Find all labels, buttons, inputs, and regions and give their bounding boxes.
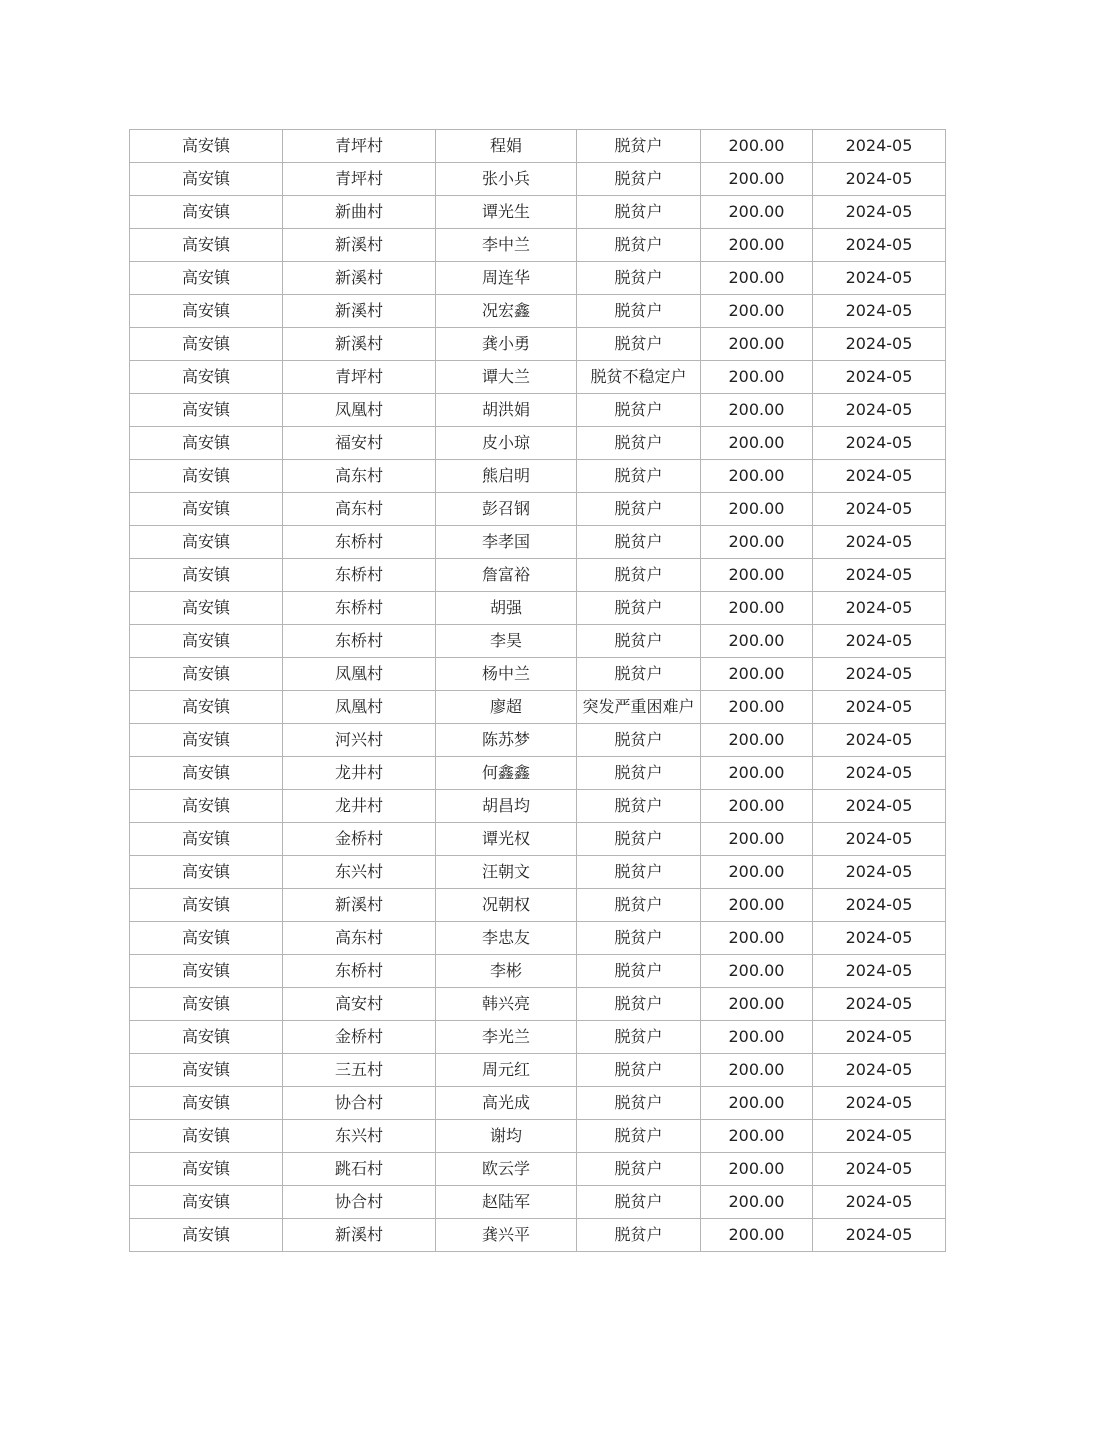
- amount-cell: 200.00: [701, 1021, 813, 1054]
- town-cell: 高安镇: [130, 922, 283, 955]
- amount-cell: 200.00: [701, 526, 813, 559]
- town-cell: 高安镇: [130, 229, 283, 262]
- household-type-cell: 脱贫户: [577, 625, 701, 658]
- month-cell: 2024-05: [813, 1153, 946, 1186]
- month-cell: 2024-05: [813, 493, 946, 526]
- name-cell: 胡洪娟: [436, 394, 577, 427]
- amount-cell: 200.00: [701, 658, 813, 691]
- amount-cell: 200.00: [701, 889, 813, 922]
- name-cell: 谭光生: [436, 196, 577, 229]
- household-type-cell: 脱贫户: [577, 856, 701, 889]
- household-type-cell: 脱贫户: [577, 328, 701, 361]
- name-cell: 周连华: [436, 262, 577, 295]
- table-row: [130, 361, 946, 394]
- town-cell: 高安镇: [130, 658, 283, 691]
- table-row: [130, 1219, 946, 1252]
- household-type-cell: 脱贫户: [577, 427, 701, 460]
- household-type-cell: 脱贫户: [577, 1120, 701, 1153]
- table-row: [130, 1153, 946, 1186]
- name-cell: 李忠友: [436, 922, 577, 955]
- village-cell: 龙井村: [283, 757, 436, 790]
- household-type-cell: 突发严重困难户: [577, 691, 701, 724]
- amount-cell: 200.00: [701, 394, 813, 427]
- town-cell: 高安镇: [130, 592, 283, 625]
- table-row: [130, 559, 946, 592]
- name-cell: 李中兰: [436, 229, 577, 262]
- amount-cell: 200.00: [701, 1120, 813, 1153]
- village-cell: 高安村: [283, 988, 436, 1021]
- village-cell: 三五村: [283, 1054, 436, 1087]
- table-row: [130, 1120, 946, 1153]
- village-cell: 协合村: [283, 1087, 436, 1120]
- month-cell: 2024-05: [813, 790, 946, 823]
- amount-cell: 200.00: [701, 790, 813, 823]
- amount-cell: 200.00: [701, 130, 813, 163]
- table-row: [130, 625, 946, 658]
- amount-cell: 200.00: [701, 493, 813, 526]
- name-cell: 龚小勇: [436, 328, 577, 361]
- subsidy-table: [129, 129, 946, 1252]
- household-type-cell: 脱贫户: [577, 592, 701, 625]
- name-cell: 李昊: [436, 625, 577, 658]
- household-type-cell: 脱贫户: [577, 1087, 701, 1120]
- table-row: [130, 262, 946, 295]
- month-cell: 2024-05: [813, 724, 946, 757]
- month-cell: 2024-05: [813, 1120, 946, 1153]
- village-cell: 河兴村: [283, 724, 436, 757]
- month-cell: 2024-05: [813, 229, 946, 262]
- town-cell: 高安镇: [130, 427, 283, 460]
- village-cell: 新溪村: [283, 295, 436, 328]
- name-cell: 欧云学: [436, 1153, 577, 1186]
- village-cell: 新溪村: [283, 889, 436, 922]
- village-cell: 高东村: [283, 922, 436, 955]
- town-cell: 高安镇: [130, 1153, 283, 1186]
- village-cell: 东桥村: [283, 526, 436, 559]
- village-cell: 东桥村: [283, 559, 436, 592]
- amount-cell: 200.00: [701, 163, 813, 196]
- town-cell: 高安镇: [130, 196, 283, 229]
- month-cell: 2024-05: [813, 889, 946, 922]
- town-cell: 高安镇: [130, 361, 283, 394]
- month-cell: 2024-05: [813, 394, 946, 427]
- month-cell: 2024-05: [813, 262, 946, 295]
- table-row: [130, 658, 946, 691]
- month-cell: 2024-05: [813, 625, 946, 658]
- amount-cell: 200.00: [701, 922, 813, 955]
- table-row: [130, 427, 946, 460]
- month-cell: 2024-05: [813, 328, 946, 361]
- amount-cell: 200.00: [701, 295, 813, 328]
- town-cell: 高安镇: [130, 328, 283, 361]
- amount-cell: 200.00: [701, 196, 813, 229]
- name-cell: 杨中兰: [436, 658, 577, 691]
- name-cell: 何鑫鑫: [436, 757, 577, 790]
- name-cell: 李彬: [436, 955, 577, 988]
- table-row: [130, 526, 946, 559]
- month-cell: 2024-05: [813, 1021, 946, 1054]
- village-cell: 金桥村: [283, 823, 436, 856]
- household-type-cell: 脱贫户: [577, 889, 701, 922]
- household-type-cell: 脱贫户: [577, 493, 701, 526]
- village-cell: 东桥村: [283, 955, 436, 988]
- table-row: [130, 229, 946, 262]
- table-row: [130, 823, 946, 856]
- name-cell: 赵陆军: [436, 1186, 577, 1219]
- name-cell: 张小兵: [436, 163, 577, 196]
- month-cell: 2024-05: [813, 592, 946, 625]
- village-cell: 凤凰村: [283, 658, 436, 691]
- name-cell: 李光兰: [436, 1021, 577, 1054]
- table-row: [130, 130, 946, 163]
- amount-cell: 200.00: [701, 460, 813, 493]
- amount-cell: 200.00: [701, 625, 813, 658]
- month-cell: 2024-05: [813, 856, 946, 889]
- town-cell: 高安镇: [130, 889, 283, 922]
- town-cell: 高安镇: [130, 130, 283, 163]
- household-type-cell: 脱贫户: [577, 757, 701, 790]
- name-cell: 李孝国: [436, 526, 577, 559]
- table-row: [130, 295, 946, 328]
- village-cell: 新曲村: [283, 196, 436, 229]
- household-type-cell: 脱贫户: [577, 1219, 701, 1252]
- household-type-cell: 脱贫户: [577, 988, 701, 1021]
- table-row: [130, 955, 946, 988]
- household-type-cell: 脱贫户: [577, 1054, 701, 1087]
- name-cell: 詹富裕: [436, 559, 577, 592]
- village-cell: 凤凰村: [283, 691, 436, 724]
- village-cell: 新溪村: [283, 229, 436, 262]
- village-cell: 新溪村: [283, 1219, 436, 1252]
- table-row: [130, 493, 946, 526]
- table-row: [130, 163, 946, 196]
- household-type-cell: 脱贫户: [577, 922, 701, 955]
- amount-cell: 200.00: [701, 328, 813, 361]
- village-cell: 福安村: [283, 427, 436, 460]
- town-cell: 高安镇: [130, 1186, 283, 1219]
- table-row: [130, 724, 946, 757]
- village-cell: 凤凰村: [283, 394, 436, 427]
- table-row: [130, 988, 946, 1021]
- household-type-cell: 脱贫户: [577, 1021, 701, 1054]
- household-type-cell: 脱贫户: [577, 790, 701, 823]
- name-cell: 龚兴平: [436, 1219, 577, 1252]
- month-cell: 2024-05: [813, 163, 946, 196]
- town-cell: 高安镇: [130, 1120, 283, 1153]
- town-cell: 高安镇: [130, 724, 283, 757]
- table-row: [130, 691, 946, 724]
- village-cell: 龙井村: [283, 790, 436, 823]
- town-cell: 高安镇: [130, 262, 283, 295]
- town-cell: 高安镇: [130, 559, 283, 592]
- table-row: [130, 394, 946, 427]
- household-type-cell: 脱贫户: [577, 724, 701, 757]
- name-cell: 胡昌均: [436, 790, 577, 823]
- amount-cell: 200.00: [701, 691, 813, 724]
- name-cell: 谭大兰: [436, 361, 577, 394]
- name-cell: 皮小琼: [436, 427, 577, 460]
- amount-cell: 200.00: [701, 361, 813, 394]
- amount-cell: 200.00: [701, 1153, 813, 1186]
- household-type-cell: 脱贫户: [577, 823, 701, 856]
- town-cell: 高安镇: [130, 295, 283, 328]
- town-cell: 高安镇: [130, 1087, 283, 1120]
- name-cell: 韩兴亮: [436, 988, 577, 1021]
- name-cell: 谭光权: [436, 823, 577, 856]
- town-cell: 高安镇: [130, 823, 283, 856]
- village-cell: 东兴村: [283, 1120, 436, 1153]
- town-cell: 高安镇: [130, 163, 283, 196]
- name-cell: 廖超: [436, 691, 577, 724]
- name-cell: 彭召钢: [436, 493, 577, 526]
- town-cell: 高安镇: [130, 625, 283, 658]
- village-cell: 金桥村: [283, 1021, 436, 1054]
- amount-cell: 200.00: [701, 427, 813, 460]
- household-type-cell: 脱贫户: [577, 229, 701, 262]
- name-cell: 胡强: [436, 592, 577, 625]
- amount-cell: 200.00: [701, 1054, 813, 1087]
- town-cell: 高安镇: [130, 394, 283, 427]
- village-cell: 新溪村: [283, 328, 436, 361]
- table-row: [130, 922, 946, 955]
- amount-cell: 200.00: [701, 262, 813, 295]
- month-cell: 2024-05: [813, 1219, 946, 1252]
- month-cell: 2024-05: [813, 361, 946, 394]
- household-type-cell: 脱贫户: [577, 1153, 701, 1186]
- table-row: [130, 460, 946, 493]
- town-cell: 高安镇: [130, 757, 283, 790]
- table-row: [130, 1021, 946, 1054]
- household-type-cell: 脱贫户: [577, 955, 701, 988]
- village-cell: 高东村: [283, 460, 436, 493]
- name-cell: 况朝权: [436, 889, 577, 922]
- household-type-cell: 脱贫户: [577, 559, 701, 592]
- month-cell: 2024-05: [813, 1054, 946, 1087]
- village-cell: 青坪村: [283, 130, 436, 163]
- month-cell: 2024-05: [813, 427, 946, 460]
- month-cell: 2024-05: [813, 988, 946, 1021]
- table-row: [130, 889, 946, 922]
- month-cell: 2024-05: [813, 559, 946, 592]
- month-cell: 2024-05: [813, 295, 946, 328]
- household-type-cell: 脱贫户: [577, 130, 701, 163]
- month-cell: 2024-05: [813, 1087, 946, 1120]
- amount-cell: 200.00: [701, 757, 813, 790]
- amount-cell: 200.00: [701, 1186, 813, 1219]
- village-cell: 跳石村: [283, 1153, 436, 1186]
- name-cell: 周元红: [436, 1054, 577, 1087]
- household-type-cell: 脱贫户: [577, 295, 701, 328]
- table-row: [130, 790, 946, 823]
- month-cell: 2024-05: [813, 196, 946, 229]
- name-cell: 陈苏梦: [436, 724, 577, 757]
- amount-cell: 200.00: [701, 856, 813, 889]
- table-row: [130, 328, 946, 361]
- town-cell: 高安镇: [130, 526, 283, 559]
- town-cell: 高安镇: [130, 1021, 283, 1054]
- name-cell: 高光成: [436, 1087, 577, 1120]
- town-cell: 高安镇: [130, 493, 283, 526]
- village-cell: 东桥村: [283, 592, 436, 625]
- table-body: [130, 130, 946, 1252]
- town-cell: 高安镇: [130, 1054, 283, 1087]
- amount-cell: 200.00: [701, 229, 813, 262]
- amount-cell: 200.00: [701, 823, 813, 856]
- household-type-cell: 脱贫户: [577, 658, 701, 691]
- name-cell: 熊启明: [436, 460, 577, 493]
- month-cell: 2024-05: [813, 526, 946, 559]
- amount-cell: 200.00: [701, 724, 813, 757]
- village-cell: 青坪村: [283, 163, 436, 196]
- village-cell: 新溪村: [283, 262, 436, 295]
- amount-cell: 200.00: [701, 1219, 813, 1252]
- village-cell: 高东村: [283, 493, 436, 526]
- town-cell: 高安镇: [130, 691, 283, 724]
- month-cell: 2024-05: [813, 757, 946, 790]
- amount-cell: 200.00: [701, 988, 813, 1021]
- table-row: [130, 196, 946, 229]
- name-cell: 汪朝文: [436, 856, 577, 889]
- name-cell: 谢均: [436, 1120, 577, 1153]
- month-cell: 2024-05: [813, 130, 946, 163]
- village-cell: 东桥村: [283, 625, 436, 658]
- table-row: [130, 1054, 946, 1087]
- household-type-cell: 脱贫户: [577, 460, 701, 493]
- month-cell: 2024-05: [813, 691, 946, 724]
- household-type-cell: 脱贫户: [577, 394, 701, 427]
- amount-cell: 200.00: [701, 559, 813, 592]
- table-row: [130, 592, 946, 625]
- table-row: [130, 856, 946, 889]
- month-cell: 2024-05: [813, 460, 946, 493]
- household-type-cell: 脱贫户: [577, 526, 701, 559]
- amount-cell: 200.00: [701, 592, 813, 625]
- name-cell: 况宏鑫: [436, 295, 577, 328]
- village-cell: 青坪村: [283, 361, 436, 394]
- month-cell: 2024-05: [813, 1186, 946, 1219]
- amount-cell: 200.00: [701, 955, 813, 988]
- village-cell: 协合村: [283, 1186, 436, 1219]
- town-cell: 高安镇: [130, 460, 283, 493]
- village-cell: 东兴村: [283, 856, 436, 889]
- town-cell: 高安镇: [130, 1219, 283, 1252]
- household-type-cell: 脱贫户: [577, 262, 701, 295]
- month-cell: 2024-05: [813, 658, 946, 691]
- town-cell: 高安镇: [130, 955, 283, 988]
- table-row: [130, 1087, 946, 1120]
- month-cell: 2024-05: [813, 922, 946, 955]
- month-cell: 2024-05: [813, 823, 946, 856]
- amount-cell: 200.00: [701, 1087, 813, 1120]
- household-type-cell: 脱贫不稳定户: [577, 361, 701, 394]
- table-row: [130, 757, 946, 790]
- name-cell: 程娟: [436, 130, 577, 163]
- household-type-cell: 脱贫户: [577, 1186, 701, 1219]
- household-type-cell: 脱贫户: [577, 163, 701, 196]
- month-cell: 2024-05: [813, 955, 946, 988]
- town-cell: 高安镇: [130, 988, 283, 1021]
- table-row: [130, 1186, 946, 1219]
- town-cell: 高安镇: [130, 790, 283, 823]
- town-cell: 高安镇: [130, 856, 283, 889]
- household-type-cell: 脱贫户: [577, 196, 701, 229]
